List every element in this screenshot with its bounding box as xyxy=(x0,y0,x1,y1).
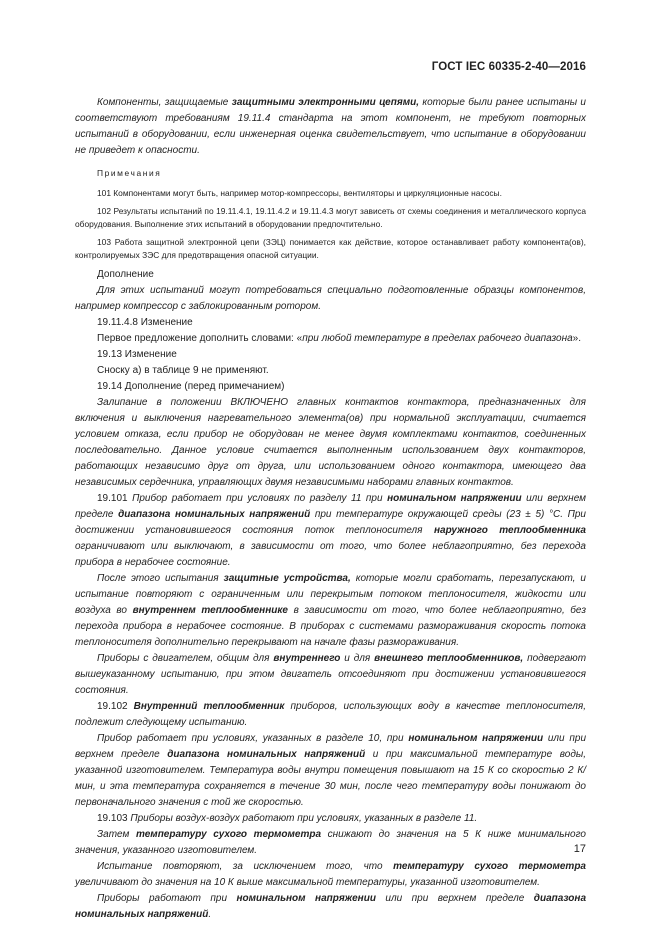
section-19-11-4-8-text xyxy=(75,331,586,347)
section-19-14-title: 19.14 Дополнение (перед примечанием) xyxy=(97,381,285,392)
note-102: 102 Результаты испытаний по 19.11.4.1, 19.11.4.2 и 19.11.4.3 могут зависеть от схемы соединения и металлического корпуса оборудования. Выполнение этих испытаний в оборудовании предпочтительно. xyxy=(75,206,586,229)
text-run: Компоненты, защищаемые xyxy=(97,97,232,108)
section-19-101 xyxy=(75,491,586,571)
paragraph-components xyxy=(75,95,586,159)
page-content xyxy=(75,95,586,923)
text-run: которые были ранее испытаны и соответствуют требованиям 19.11.4 стандарта на этот компонент, не требуют повторных испытаний в оборудовании, если инженерная оценка свидетельствует, что испытание в оборудовании не приведет к опасности. xyxy=(75,97,586,156)
term-bold: температуру сухого термометра xyxy=(393,861,586,872)
text-run: которые могли сработать, перезапускают, и испытание повторяют с ограниченным или перекрытым потоком теплоносителя, жидкости или воздуха во xyxy=(75,573,586,616)
text-run: Прибор работает при условиях по разделу 11 при xyxy=(132,493,388,504)
supplement-text: Для этих испытаний могут потребоваться специально подготовленные образцы компонентов, например компрессор с заблокированным ротором. xyxy=(75,285,586,312)
section-19-11-4-8-title: 19.11.4.8 Изменение xyxy=(97,317,193,328)
text-run: при температуре окружающей среды (23 ± 5) °С. При достижении установившегося состояния поток теплоносителя xyxy=(75,509,586,536)
text-run: Затем xyxy=(97,829,136,840)
section-19-102-conditions xyxy=(75,731,586,811)
text-run: подвергают вышеуказанному испытанию, при этом двигатель отсоединяют при достижении установившегося состояния. xyxy=(75,653,587,696)
text-run: снижают до значения на 5 К ниже минимального значения, указанного изготовителем. xyxy=(75,829,586,856)
text-run: . xyxy=(208,909,212,920)
term-bold: наружного теплообменника xyxy=(433,525,586,536)
section-number: 19.101 xyxy=(97,493,133,504)
section-19-101-motor xyxy=(75,651,586,699)
text-run: приборов, использующих воду в качестве теплоносителя, подлежит следующему испытанию. xyxy=(75,701,586,728)
text-run: После этого испытания xyxy=(97,573,224,584)
section-19-101-after-test xyxy=(75,571,586,651)
section-19-13-title: 19.13 Изменение xyxy=(97,349,177,360)
section-19-103-raise xyxy=(75,859,586,891)
term-bold: температуру сухого термометра xyxy=(135,829,322,840)
text-run: или при верхнем пределе xyxy=(75,733,587,760)
text-run: ». xyxy=(572,333,582,344)
text-run: или верхнем пределе xyxy=(75,493,586,520)
page-number: 17 xyxy=(573,843,586,855)
text-italic: Приборы воздух-воздух работают при условиях, указанных в разделе 11. xyxy=(130,813,478,824)
section-19-13-text: Сноску а) в таблице 9 не применяют. xyxy=(97,365,269,376)
note-103: 103 Работа защитной электронной цепи (ЗЭЦ) понимается как действие, которое останавливает работу компонента(ов), контролируемых ЗЭС для предотвращения опасной ситуации. xyxy=(75,237,586,260)
text-run: в зависимости от того, что более неблагоприятно, без перехода прибора в нерабочее состояние. В приборах с системами размораживания скорость потока теплоносителя дополнительно перекрывают на начале фазы размораживания. xyxy=(75,605,587,648)
paragraph-sticking-contacts: Залипание в положении ВКЛЮЧЕНО главных контактов контактора, предназначенных для включения и выключения нагревательного элемента(ов) при нормальной эксплуатации, считается условием отказа, если прибор не оборудован не менее двумя комплектами контактов, соединенных последовательно. Данное условие считается выполненным использованием двух контакторов, работающих независимо друг от друга, или использованием одного контактора, имеющего два независимых сердечника, управляющих двумя независимыми наборами главных контактов. xyxy=(75,397,586,488)
section-19-103 xyxy=(75,811,586,827)
text-run: и при максимальной температуре воды, указанной изготовителем. Температура воды внутри помещения повышают на 15 К со скоростью 2 К/мин, и эта температура сохраняется в течение 30 мин, после чего температуру воды понижают до первоначального значения с той же скоростью. xyxy=(75,749,586,808)
text-run: Приборы с двигателем, общим для xyxy=(97,653,274,664)
document-code: ГОСТ IEC 60335-2-40—2016 xyxy=(431,61,586,73)
term-bold: внутреннем теплообменнике xyxy=(132,605,288,616)
text-italic: при любой температуре в пределах рабочего диапазона xyxy=(302,333,573,344)
term-bold: диапазона номинальных напряжений xyxy=(75,893,586,920)
text-run: увеличивают до значения на 10 К выше максимальной температуры, указанной изготовителем. xyxy=(75,877,540,888)
term-bold: Внутренний теплообменник xyxy=(133,701,285,712)
notes-title: Примечания xyxy=(97,168,162,178)
text-run: ограничивают или выключают, в зависимости от того, что более неблагоприятно, без перехода прибора в нерабочее состояние. xyxy=(75,541,586,568)
text-run: Первое предложение дополнить словами: « xyxy=(97,333,303,344)
supplement-title: Дополнение xyxy=(97,269,154,280)
term-bold: номинальном напряжении xyxy=(408,733,544,744)
text-run: или при верхнем пределе xyxy=(375,893,534,904)
term-bold: диапазона номинальных напряжений xyxy=(118,509,311,520)
text-run: и для xyxy=(340,653,375,664)
term-bold: номинальном напряжении xyxy=(387,493,522,504)
section-19-103-lower xyxy=(75,827,586,859)
term-bold: защитными электронными цепями, xyxy=(231,97,419,108)
term-bold: номинальном напряжении xyxy=(236,893,376,904)
note-101: 101 Компонентами могут быть, например мотор-компрессоры, вентиляторы и циркуляционные насосы. xyxy=(97,188,502,198)
term-bold: внешнего теплообменников, xyxy=(374,653,524,664)
section-number: 19.102 xyxy=(97,701,134,712)
section-number: 19.103 xyxy=(97,813,131,824)
section-19-102 xyxy=(75,699,586,731)
text-run: Приборы работают при xyxy=(97,893,237,904)
text-run: Прибор работает при условиях, указанных в разделе 10, при xyxy=(97,733,409,744)
term-bold: защитные устройства, xyxy=(223,573,351,584)
term-bold: диапазона номинальных напряжений xyxy=(167,749,366,760)
term-bold: внутреннего xyxy=(273,653,341,664)
text-run: Испытание повторяют, за исключением того, что xyxy=(97,861,394,872)
section-19-103-voltage xyxy=(75,891,586,923)
